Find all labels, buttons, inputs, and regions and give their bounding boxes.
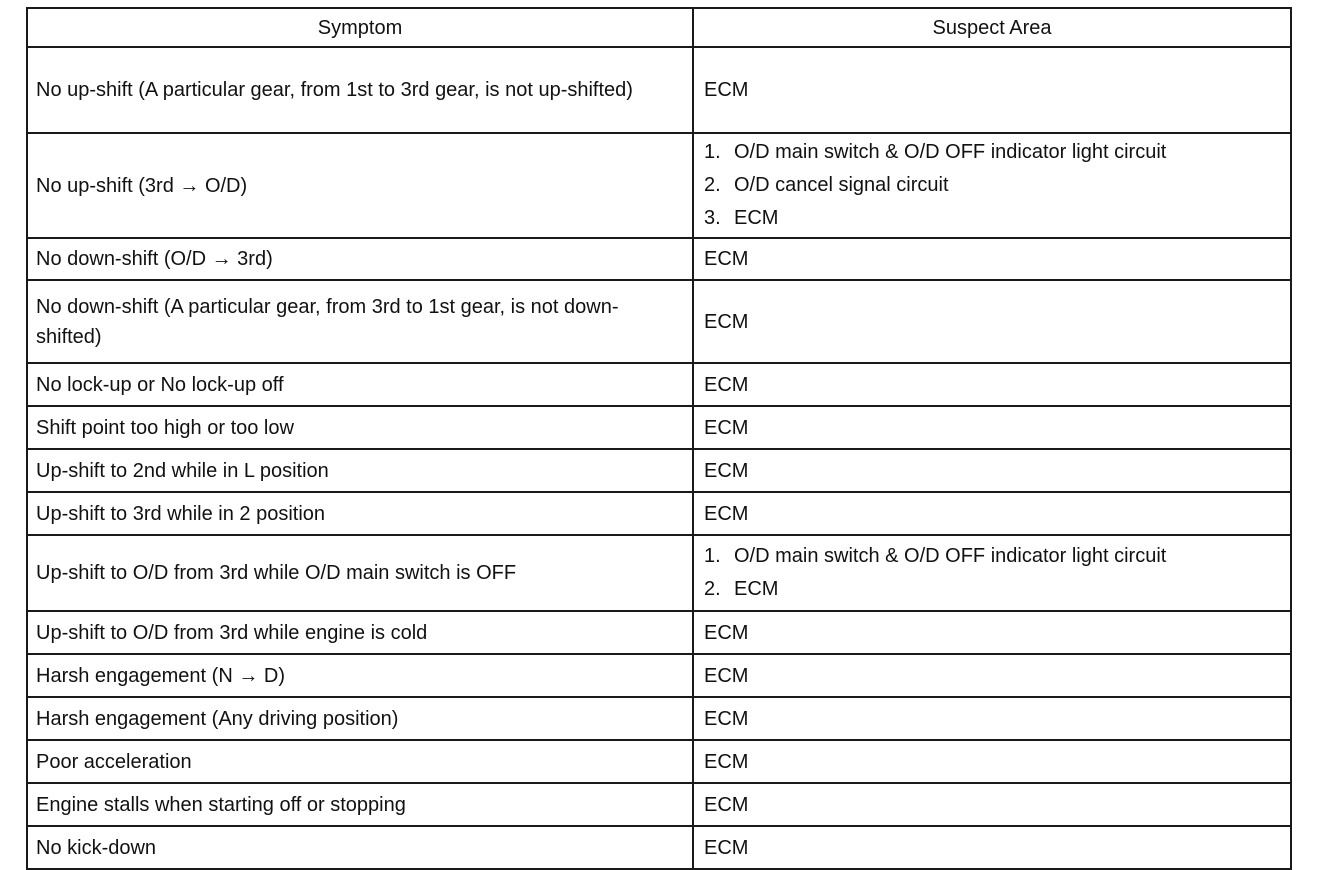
table-row — [27, 611, 1291, 654]
symptom-cell: Up-shift to O/D from 3rd while O/D main switch is OFF — [27, 535, 693, 611]
item-text: O/D main switch & O/D OFF indicator light circuit — [734, 545, 1167, 567]
symptom-cell: Engine stalls when starting off or stopping — [27, 783, 693, 826]
symptom-cell: No down-shift (O/D → 3rd) — [27, 238, 693, 280]
suspect-area-column-header: Suspect Area — [693, 8, 1291, 47]
table-row — [27, 449, 1291, 492]
suspect-area-cell: ECM — [693, 740, 1291, 783]
item-number: 2. — [704, 578, 721, 600]
suspect-area-list — [704, 136, 1282, 235]
suspect-area-cell: ECM — [693, 492, 1291, 535]
symptom-cell: Shift point too high or too low — [27, 406, 693, 449]
table-row — [27, 238, 1291, 280]
suspect-area-item — [704, 169, 1282, 202]
item-text: O/D cancel signal circuit — [734, 174, 949, 196]
symptom-cell: Up-shift to 3rd while in 2 position — [27, 492, 693, 535]
symptom-cell: Up-shift to 2nd while in L position — [27, 449, 693, 492]
table-header-row — [27, 8, 1291, 47]
symptom-cell: No up-shift (A particular gear, from 1st to 3rd gear, is not up-shifted) — [27, 47, 693, 133]
suspect-area-cell: ECM — [693, 826, 1291, 869]
table-row — [27, 697, 1291, 740]
suspect-area-item — [704, 540, 1282, 573]
table-row — [27, 406, 1291, 449]
symptom-cell: No lock-up or No lock-up off — [27, 363, 693, 406]
suspect-area-cell — [693, 133, 1291, 238]
symptom-table-container — [26, 7, 1290, 870]
suspect-area-item — [704, 136, 1282, 169]
suspect-area-list — [704, 540, 1282, 606]
item-text: ECM — [734, 207, 779, 229]
table-row — [27, 826, 1291, 869]
suspect-area-cell: ECM — [693, 654, 1291, 697]
item-number: 2. — [704, 174, 721, 196]
table-row — [27, 654, 1291, 697]
symptom-cell: No down-shift (A particular gear, from 3rd to 1st gear, is not down-shifted) — [27, 280, 693, 363]
symptom-cell: Up-shift to O/D from 3rd while engine is cold — [27, 611, 693, 654]
suspect-area-cell: ECM — [693, 697, 1291, 740]
suspect-area-item — [704, 202, 1282, 235]
table-row — [27, 280, 1291, 363]
symptom-cell: Harsh engagement (N → D) — [27, 654, 693, 697]
item-text: O/D main switch & O/D OFF indicator light circuit — [734, 141, 1167, 163]
table-row — [27, 535, 1291, 611]
symptom-table — [26, 7, 1292, 870]
suspect-area-cell: ECM — [693, 280, 1291, 363]
item-number: 1. — [704, 141, 721, 163]
suspect-area-cell: ECM — [693, 611, 1291, 654]
suspect-area-item — [704, 573, 1282, 606]
table-row — [27, 133, 1291, 238]
symptom-cell: Harsh engagement (Any driving position) — [27, 697, 693, 740]
suspect-area-cell: ECM — [693, 363, 1291, 406]
suspect-area-cell: ECM — [693, 238, 1291, 280]
symptom-cell: Poor acceleration — [27, 740, 693, 783]
symptom-cell: No up-shift (3rd → O/D) — [27, 133, 693, 238]
item-number: 1. — [704, 545, 721, 567]
table-row — [27, 47, 1291, 133]
table-row — [27, 783, 1291, 826]
suspect-area-cell — [693, 535, 1291, 611]
symptom-column-header: Symptom — [27, 8, 693, 47]
suspect-area-cell: ECM — [693, 449, 1291, 492]
item-text: ECM — [734, 578, 779, 600]
suspect-area-cell: ECM — [693, 783, 1291, 826]
item-number: 3. — [704, 207, 721, 229]
table-row — [27, 492, 1291, 535]
table-row — [27, 363, 1291, 406]
suspect-area-cell: ECM — [693, 47, 1291, 133]
table-row — [27, 740, 1291, 783]
symptom-cell: No kick-down — [27, 826, 693, 869]
suspect-area-cell: ECM — [693, 406, 1291, 449]
